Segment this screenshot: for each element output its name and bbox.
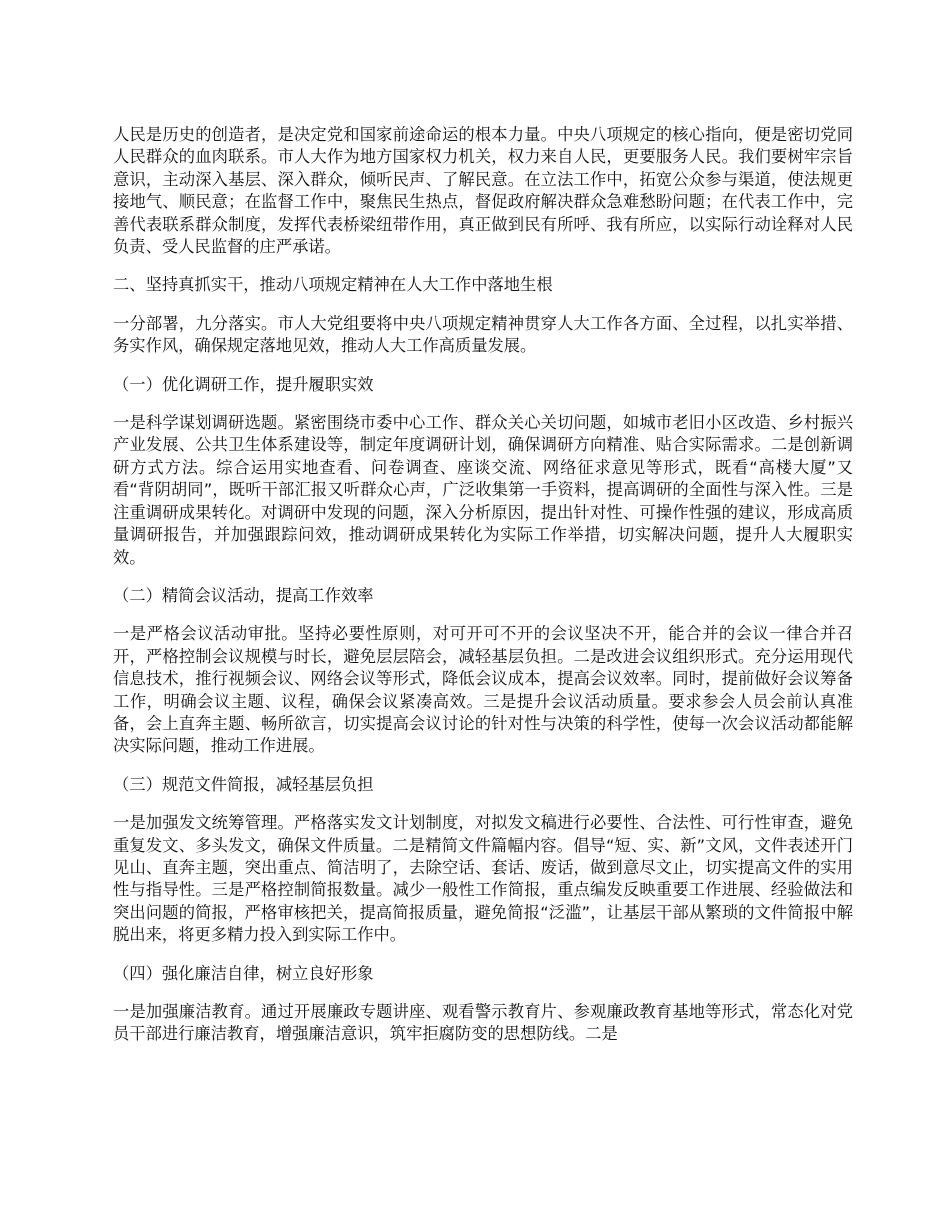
paragraph-integrity: 一是加强廉洁教育。通过开展廉政专题讲座、观看警示教育片、参观廉政教育基地等形式，常态化对党员干部进行廉洁教育，增强廉洁意识，筑牢拒腐防变的思想防线。二是 [113, 1002, 853, 1044]
subheading-2: （二）精简会议活动，提高工作效率 [113, 585, 374, 605]
document-body [113, 124, 853, 1062]
section-heading-2: 二、坚持真抓实干，推动八项规定精神在人大工作中落地生根 [113, 275, 553, 295]
paragraph-section-2-intro: 一分部署，九分落实。市人大党组要将中央八项规定精神贯穿人大工作各方面、全过程，以扎实举措、务实作风，确保规定落地见效，推动人大工作高质量发展。 [113, 313, 853, 356]
subheading-3: （三）规范文件简报，减轻基层负担 [113, 774, 374, 794]
paragraph-intro: 人民是历史的创造者，是决定党和国家前途命运的根本力量。中央八项规定的核心指向，便是密切党同人民群众的血肉联系。市人大作为地方国家权力机关，权力来自人民，更要服务人民。我们要树牢宗旨意识，主动深入基层、深入群众，倾听民声、了解民意。在立法工作中，拓宽公众参与渠道，使法规更接地气、顺民意；在监督工作中，聚焦民生热点，督促政府解决群众急难愁盼问题；在代表工作中，完善代表联系群众制度，发挥代表桥梁纽带作用，真正做到民有所呼、我有所应，以实际行动诠释对人民负责、受人民监督的庄严承诺。 [113, 125, 853, 257]
paragraph-documents: 一是加强发文统筹管理。严格落实发文计划制度，对拟发文稿进行必要性、合法性、可行性审查，避免重复发文、多头发文，确保文件质量。二是精简文件篇幅内容。倡导“短、实、新”文风，文件表述开门见山、直奔主题，突出重点、简洁明了，去除空话、套话、废话，做到意尽文止，切实提高文件的实用性与指导性。三是严格控制简报数量。减少一般性工作简报，重点编发反映重要工作进展、经验做法和突出问题的简报，严格审核把关，提高简报质量，避免简报“泛滥”，让基层干部从繁琐的文件简报中解脱出来，将更多精力投入到实际工作中。 [113, 813, 853, 945]
paragraph-research: 一是科学谋划调研选题。紧密围绕市委中心工作、群众关心关切问题，如城市老旧小区改造、乡村振兴产业发展、公共卫生体系建设等，制定年度调研计划，确保调研方向精准、贴合实际需求。二是创新调研方式方法。综合运用实地查看、问卷调查、座谈交流、网络征求意见等形式，既看“高楼大厦”又看“背阴胡同”，既听干部汇报又听群众心声，广泛收集第一手资料，提高调研的全面性与深入性。三是注重调研成果转化。对调研中发现的问题，深入分析原因，提出针对性、可操作性强的建议，形成高质量调研报告，并加强跟踪问效，推动调研成果转化为实际工作举措，切实解决问题，提升人大履职实效。 [113, 413, 853, 567]
subheading-1: （一）优化调研工作，提升履职实效 [113, 374, 374, 394]
subheading-4: （四）强化廉洁自律，树立良好形象 [113, 963, 374, 983]
paragraph-meetings: 一是严格会议活动审批。坚持必要性原则，对可开可不开的会议坚决不开，能合并的会议一律合并召开，严格控制会议规模与时长，避免层层陪会，减轻基层负担。二是改进会议组织形式。充分运用现代信息技术，推行视频会议、网络会议等形式，降低会议成本，提高会议效率。同时，提前做好会议筹备工作，明确会议主题、议程，确保会议紧凑高效。三是提升会议活动质量。要求参会人员会前认真准备，会上直奔主题、畅所欲言，切实提高会议讨论的针对性与决策的科学性，使每一次会议活动都能解决实际问题，推动工作进展。 [113, 624, 853, 756]
